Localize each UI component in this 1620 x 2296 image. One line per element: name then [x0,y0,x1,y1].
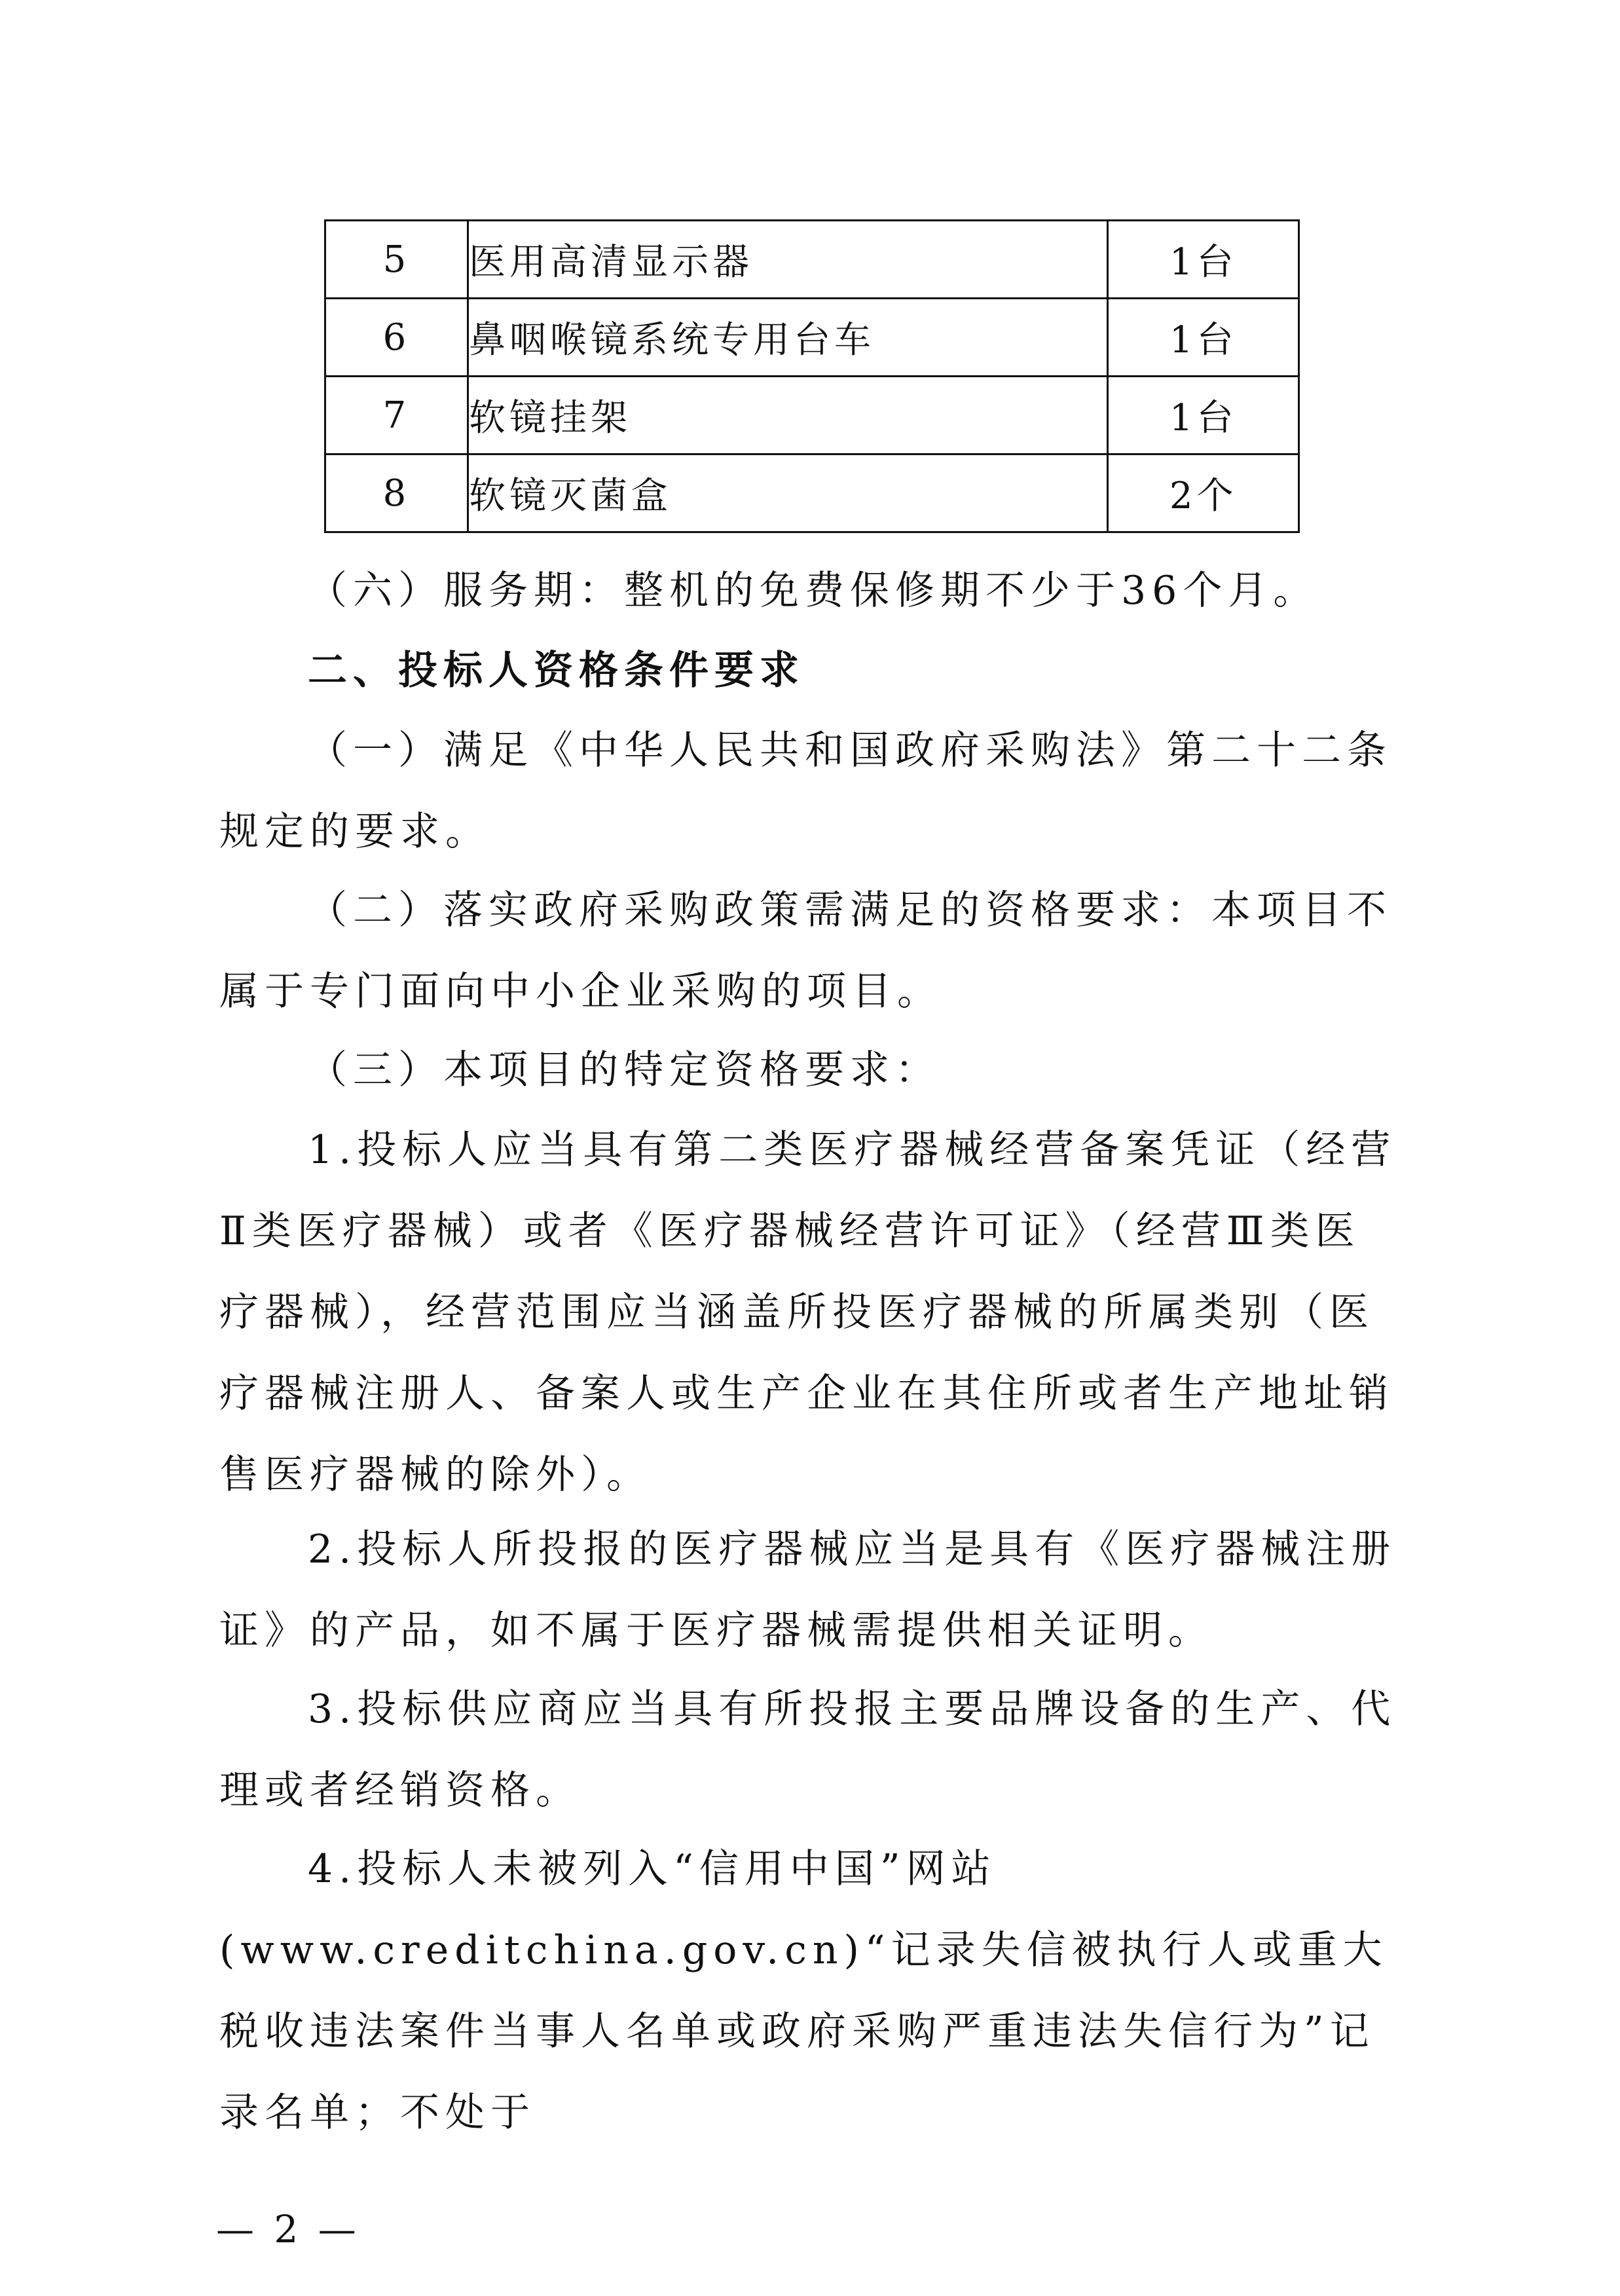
requirement-1-paragraph: 1.投标人应当具有第二类医疗器械经营备案凭证（经营Ⅱ类医疗器械）或者《医疗器械经营许可证》（经营Ⅲ类医疗器械），经营范围应当涵盖所投医疗器械的所属类别（医疗器械注册人、备案人或生产企业在其住所或者生产地址销售医疗器械的除外）。 [219,1127,1397,1498]
item-name: 软镜挂架 [468,377,1107,454]
section-heading: 二、投标人资格条件要求 [308,648,805,694]
requirement-2-paragraph: 2.投标人所投报的医疗器械应当是具有《医疗器械注册证》的产品，如不属于医疗器械需提供相关证明。 [219,1527,1397,1654]
table-row [325,221,1299,299]
page-number: — 2 — [216,2207,360,2251]
row-number: 7 [325,377,468,454]
item-name: 医用高清显示器 [468,221,1107,299]
service-period-paragraph: （六）服务期：整机的免费保修期不少于36个月。 [308,568,1319,614]
item-quantity: 2个 [1108,454,1299,532]
item-quantity: 1台 [1108,299,1299,377]
item-quantity: 1台 [1108,377,1299,454]
requirement-4-paragraph: 4.投标人未被列入“信用中国”网站(www.creditchina.gov.cn)“记录失信被执行人或重大税收违法案件当事人名单或政府采购严重违法失信行为”记录名单；不处于 [219,1846,1388,2136]
table-row [325,454,1299,532]
item-name: 软镜灭菌盒 [468,454,1107,532]
qualification-3-paragraph: （三）本项目的特定资格要求： [308,1047,940,1093]
table-row [325,377,1299,454]
item-name: 鼻咽喉镜系统专用台车 [468,299,1107,377]
table-row [325,299,1299,377]
item-quantity: 1台 [1108,221,1299,299]
row-number: 8 [325,454,468,532]
row-number: 5 [325,221,468,299]
qualification-1-paragraph: （一）满足《中华人民共和国政府采购法》第二十二条规定的要求。 [219,728,1392,855]
qualification-2-paragraph: （二）落实政府采购政策需满足的资格要求：本项目不属于专门面向中小企业采购的项目。 [219,887,1392,1014]
equipment-table [324,219,1300,533]
requirement-3-paragraph: 3.投标供应商应当具有所投报主要品牌设备的生产、代理或者经销资格。 [219,1686,1397,1813]
row-number: 6 [325,299,468,377]
